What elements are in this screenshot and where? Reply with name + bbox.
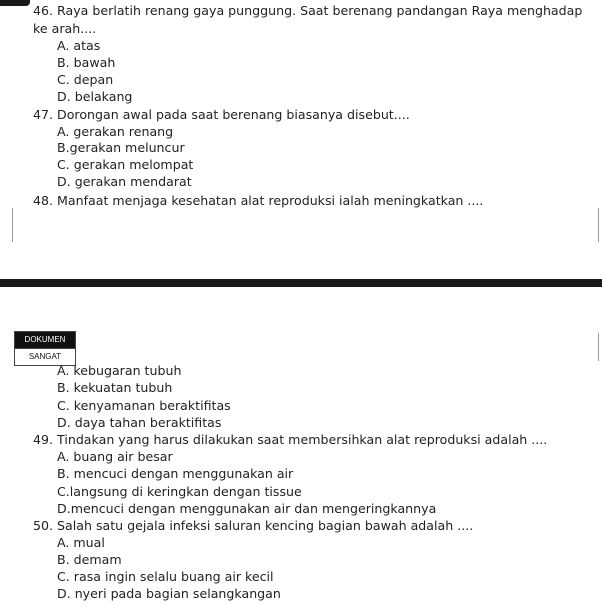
page-edge-right-lower (598, 333, 599, 361)
q48-option-a: A. kebugaran tubuh (57, 363, 182, 378)
q49-option-c: C.langsung di keringkan dengan tissue (57, 484, 302, 499)
q46-option-d: D. belakang (57, 89, 133, 104)
page-corner-mark (0, 0, 30, 6)
q49-option-d: D.mencuci dengan menggunakan air dan mengeringkannya (57, 501, 437, 516)
q50-option-c: C. rasa ingin selalu buang air kecil (57, 569, 274, 584)
q50-option-a: A. mual (57, 535, 105, 550)
q49-option-b: B. mencuci dengan menggunakan air (57, 466, 294, 481)
q47-option-c: C. gerakan melompat (57, 157, 194, 172)
question-48-text: 48. Manfaat menjaga kesehatan alat reproduksi ialah meningkatkan .... (33, 193, 484, 208)
page-separator-bar (0, 279, 602, 287)
watermark-stamp-bottom: SANGAT (14, 348, 76, 366)
question-46-text: 46. Raya berlatih renang gaya punggung. Saat berenang pandangan Raya menghadap (33, 3, 583, 18)
q48-option-d: D. daya tahan beraktifitas (57, 415, 222, 430)
page-edge-right (598, 208, 599, 242)
question-46-text-cont: ke arah.... (33, 21, 97, 36)
q47-option-b: B.gerakan meluncur (57, 140, 185, 155)
q48-option-b: B. kekuatan tubuh (57, 380, 173, 395)
q47-option-d: D. gerakan mendarat (57, 174, 192, 189)
q46-option-c: C. depan (57, 72, 114, 87)
question-50-text: 50. Salah satu gejala infeksi saluran kencing bagian bawah adalah .... (33, 518, 474, 533)
question-47-text: 47. Dorongan awal pada saat berenang biasanya disebut.... (33, 107, 410, 122)
q49-option-a: A. buang air besar (57, 449, 173, 464)
page-edge-left (12, 208, 13, 242)
q46-option-a: A. atas (57, 38, 101, 53)
q48-option-c: C. kenyamanan beraktifitas (57, 398, 231, 413)
q50-option-b: B. demam (57, 552, 122, 567)
q47-option-a: A. gerakan renang (57, 124, 174, 139)
question-49-text: 49. Tindakan yang harus dilakukan saat membersihkan alat reproduksi adalah .... (33, 432, 548, 447)
q46-option-b: B. bawah (57, 55, 116, 70)
q50-option-d: D. nyeri pada bagian selangkangan (57, 586, 281, 601)
watermark-stamp-top: DOKUMEN (14, 331, 76, 349)
